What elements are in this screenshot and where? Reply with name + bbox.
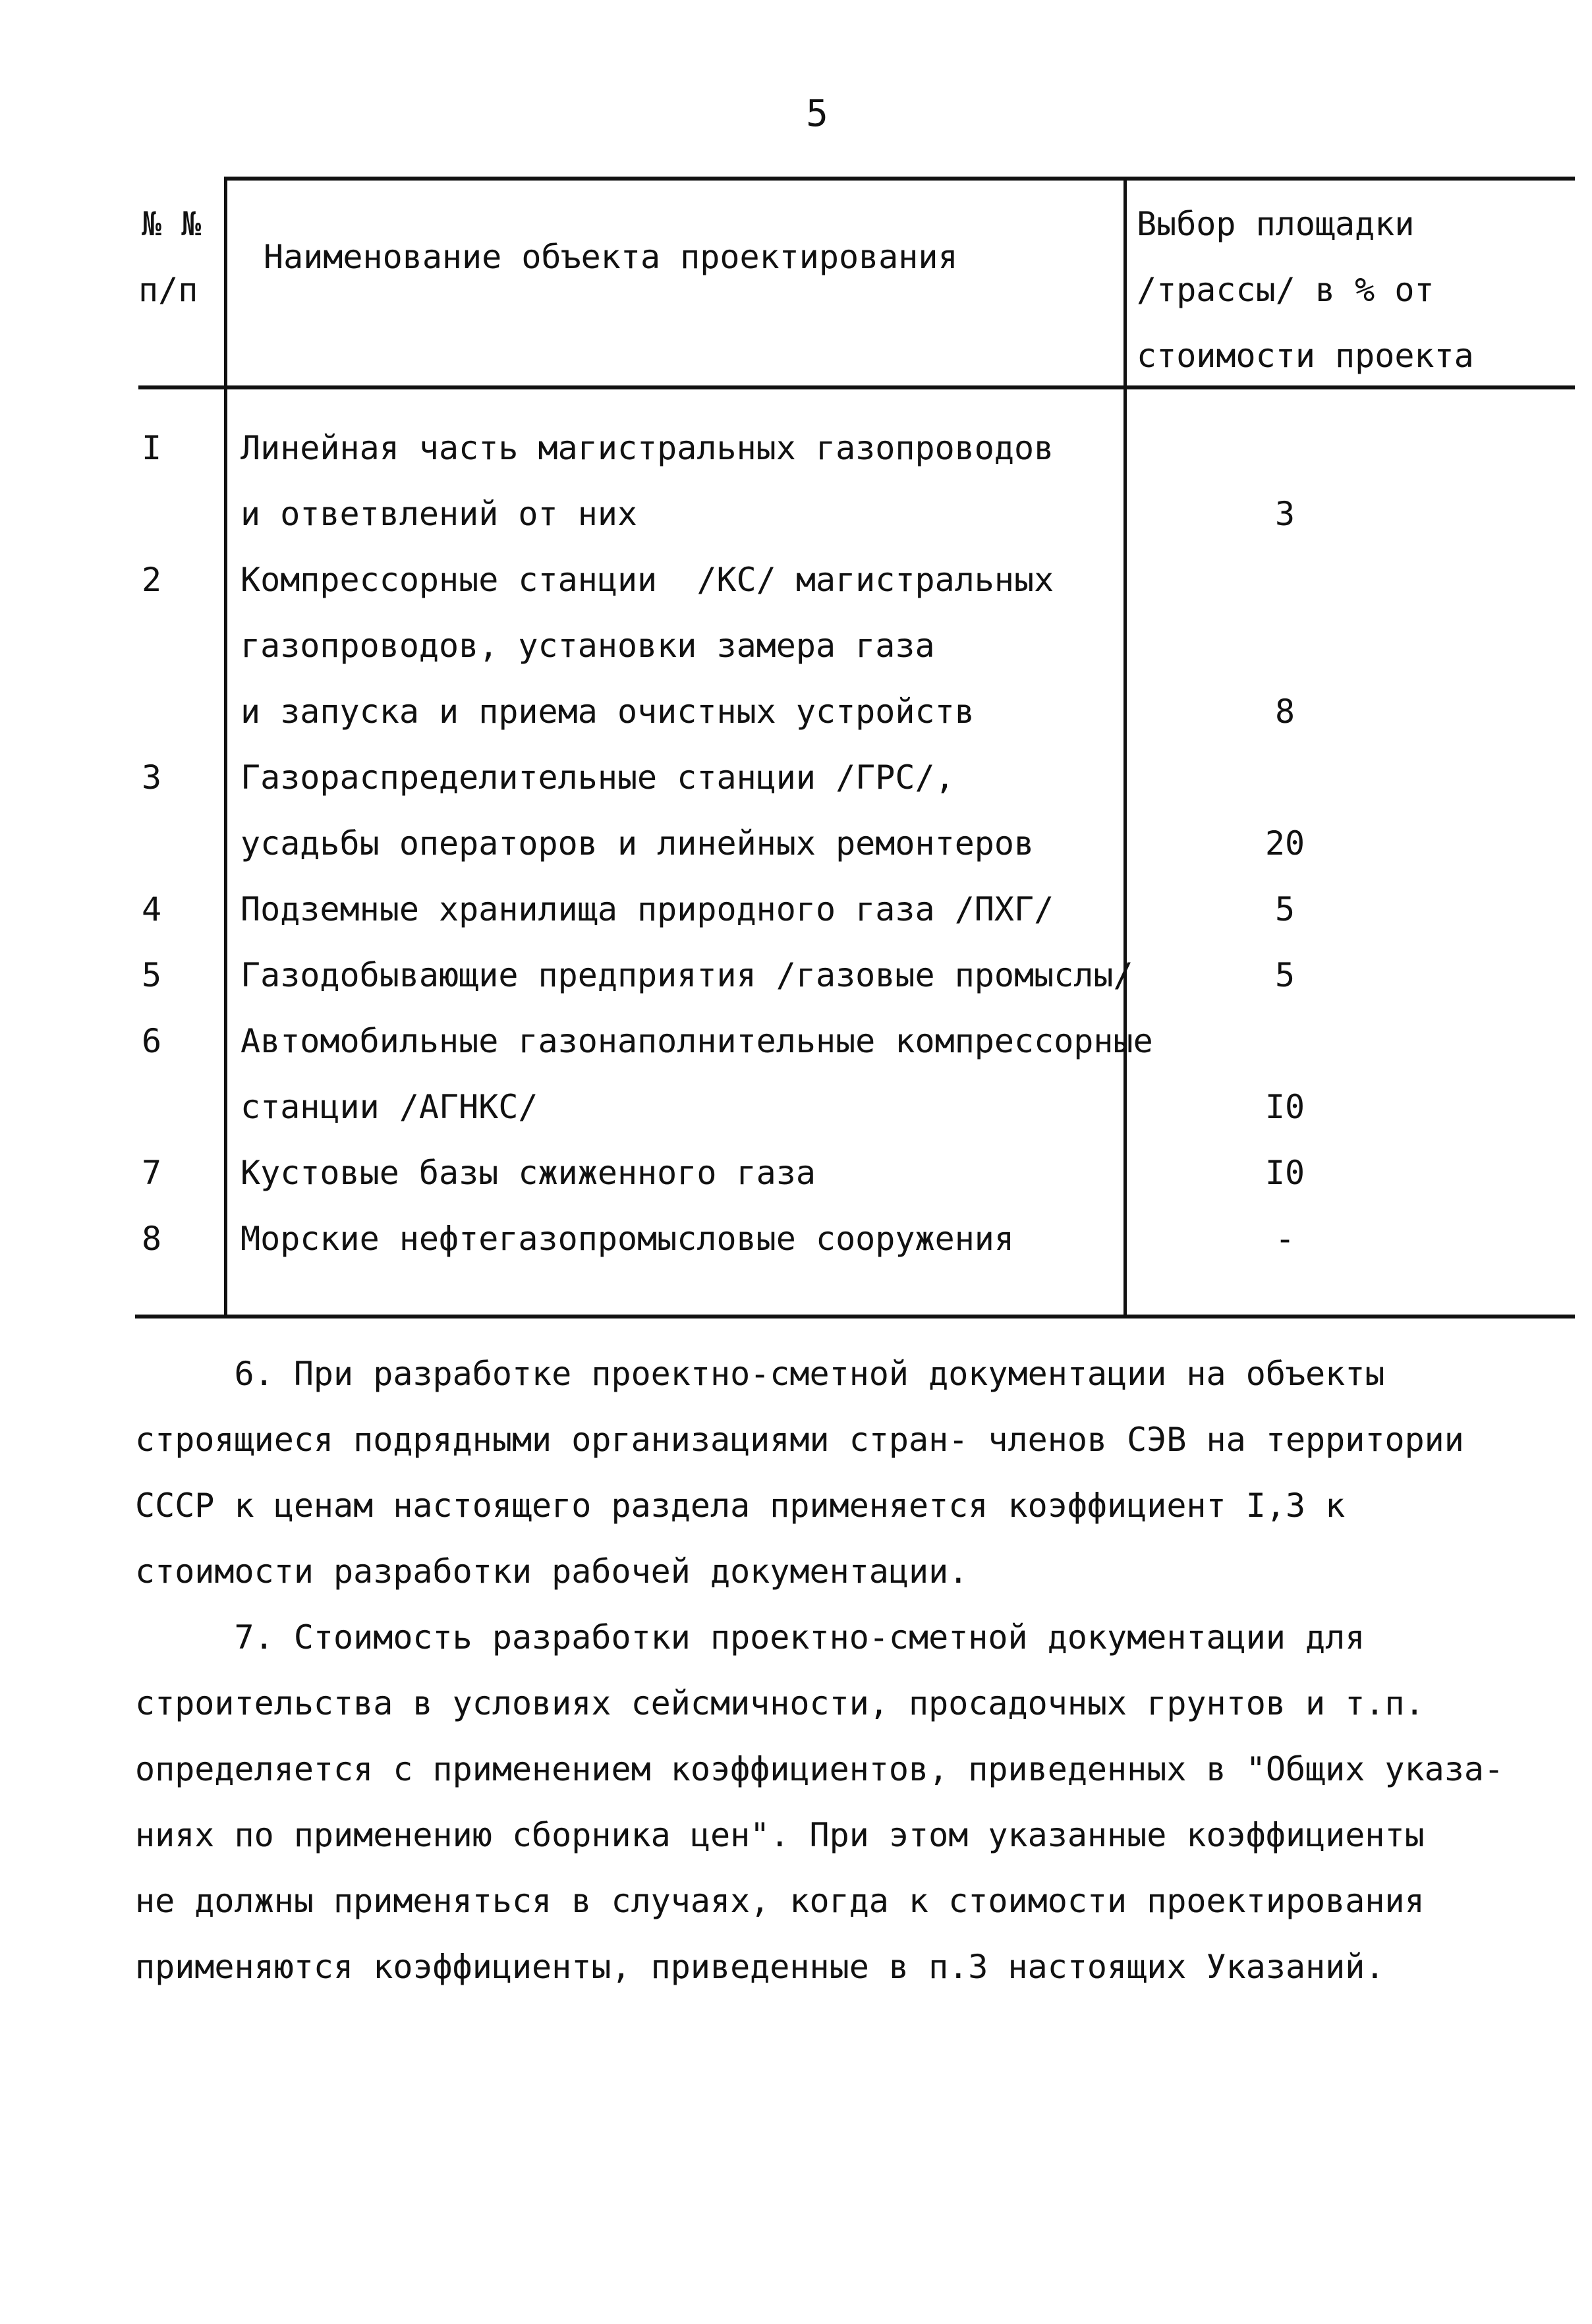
row-1-name-line2: и ответвлений от них xyxy=(241,495,638,533)
row-6-num: 6 xyxy=(141,1022,162,1060)
paragraph-6-line4: стоимости разработки рабочей документации. xyxy=(135,1552,969,1591)
row-7-num: 7 xyxy=(141,1154,162,1192)
row-4-value: 5 xyxy=(1274,890,1295,928)
row-4-name-line1: Подземные хранилища природного газа /ПХГ/ xyxy=(241,890,1054,928)
row-2-value: 8 xyxy=(1274,693,1295,731)
table-col-divider-1 xyxy=(224,177,227,1317)
row-6-name-line2: станции /АГНКС/ xyxy=(241,1088,538,1126)
paragraph-7-line2: строительства в условиях сейсмичности, просадочных грунтов и т.п. xyxy=(135,1684,1425,1722)
table-bottom-rule xyxy=(135,1315,1575,1318)
header-value-line3: стоимости проекта xyxy=(1137,337,1474,375)
paragraph-7-line4: ниях по применению сборника цен". При этом указанные коэффициенты xyxy=(135,1816,1425,1854)
row-6-value: I0 xyxy=(1265,1088,1305,1126)
paragraph-7-line3: определяется с применением коэффициентов, приведенных в "Общих указа- xyxy=(135,1750,1504,1788)
row-7-value: I0 xyxy=(1265,1154,1305,1192)
row-3-name-line2: усадьбы операторов и линейных ремонтеров xyxy=(241,824,1035,863)
header-value-line2: /трассы/ в % от xyxy=(1137,271,1435,309)
page-number: 5 xyxy=(806,92,828,135)
row-3-num: 3 xyxy=(141,758,162,797)
paragraph-6-line2: строящиеся подрядными организациями стран- членов СЭВ на территории xyxy=(135,1421,1464,1459)
row-1-name-line1: Линейная часть магистральных газопроводов xyxy=(241,429,1054,467)
row-8-num: 8 xyxy=(141,1220,162,1258)
paragraph-6-line3: СССР к ценам настоящего раздела применяется коэффициент I,3 к xyxy=(135,1487,1346,1525)
row-5-value: 5 xyxy=(1274,956,1295,994)
paragraph-7-line6: применяются коэффициенты, приведенные в п.3 настоящих Указаний. xyxy=(135,1948,1385,1986)
paragraph-7 xyxy=(135,1604,1532,2000)
row-1-value: 3 xyxy=(1274,495,1295,533)
row-3-value: 20 xyxy=(1265,824,1305,863)
row-2-name-line2: газопроводов, установки замера газа xyxy=(241,627,935,665)
row-7-name-line1: Кустовые базы сжиженного газа xyxy=(241,1154,816,1192)
row-2-name-line3: и запуска и приема очистных устройств xyxy=(241,693,975,731)
paragraph-7-line1: 7. Стоимость разработки проектно-сметной документации для xyxy=(135,1618,1365,1657)
header-value-line1: Выбор площадки xyxy=(1137,205,1415,243)
row-8-value: - xyxy=(1274,1220,1295,1258)
row-4-num: 4 xyxy=(141,890,162,928)
row-1-num: I xyxy=(141,429,162,467)
row-5-num: 5 xyxy=(141,956,162,994)
header-name: Наименование объекта проектирования xyxy=(264,238,958,276)
paragraph-6-line1: 6. При разработке проектно-сметной документации на объекты xyxy=(135,1355,1385,1393)
table-top-rule xyxy=(224,177,1575,181)
row-8-name-line1: Морские нефтегазопромысловые сооружения xyxy=(241,1220,1014,1258)
row-6-name-line1: Автомобильные газонаполнительные компрессорные xyxy=(241,1022,1153,1060)
header-num-line2: п/п xyxy=(138,271,198,309)
row-2-name-line1: Компрессорные станции /КС/ магистральных xyxy=(241,561,1054,599)
row-3-name-line1: Газораспределительные станции /ГРС/, xyxy=(241,758,955,797)
header-num-line1: № № xyxy=(142,205,202,243)
paragraph-6 xyxy=(135,1341,1532,1604)
paragraph-7-line5: не должны применяться в случаях, когда к стоимости проектирования xyxy=(135,1882,1425,1920)
row-2-num: 2 xyxy=(141,561,162,599)
row-5-name-line1: Газодобывающие предприятия /газовые промыслы/ xyxy=(241,956,1133,994)
